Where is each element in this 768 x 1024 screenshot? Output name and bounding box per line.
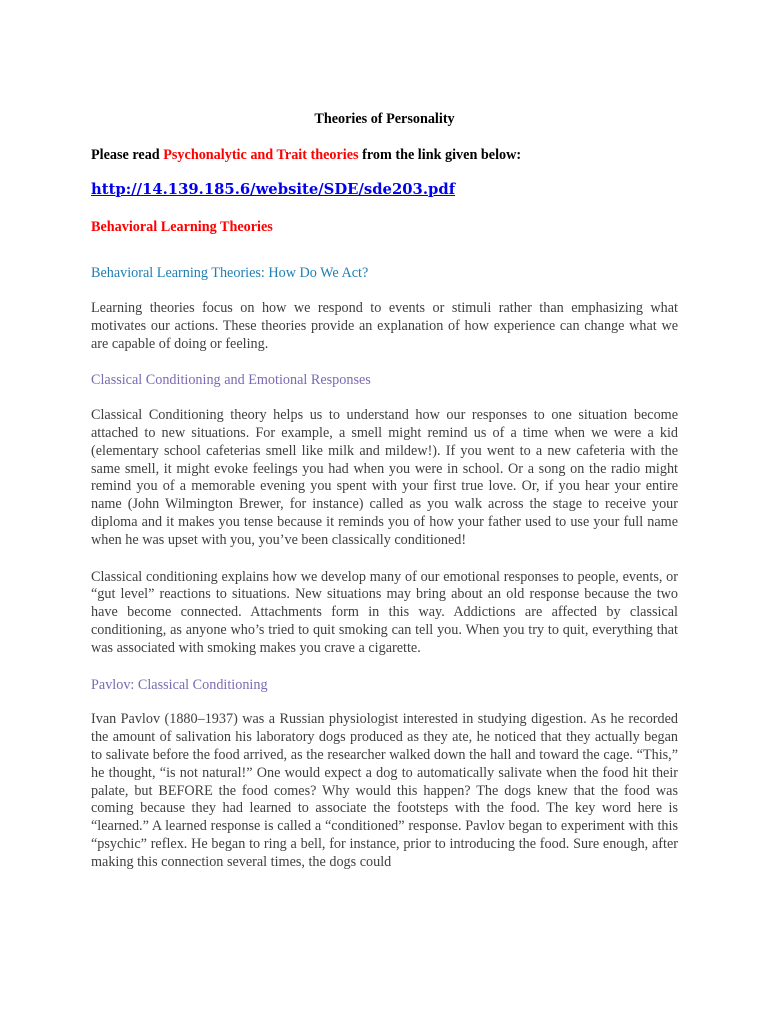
reading-instruction-prefix: Please read <box>91 146 164 163</box>
heading-classical-conditioning: Classical Conditioning and Emotional Responses <box>91 372 371 389</box>
heading-how-do-we-act: Behavioral Learning Theories: How Do We Act? <box>91 265 369 282</box>
reading-instruction-suffix: from the link given below: <box>358 146 522 163</box>
reading-instruction <box>91 147 678 165</box>
section-title: Behavioral Learning Theories <box>91 219 273 236</box>
pdf-link[interactable]: http://14.139.185.6/website/SDE/sde203.pdf <box>91 180 456 198</box>
paragraph-emotional-responses: Classical conditioning explains how we develop many of our emotional responses to people, events, or “gut level” reactions to situations. New situations may bring about an old response because the two have become connected. Attachments form in this way. Addictions are affected by classical conditioning, as anyone who’s tried to quit smoking can tell you. When you try to quit, everything that was associated with smoking makes you crave a cigarette. <box>91 568 678 656</box>
document-title: Theories of Personality <box>314 111 455 127</box>
heading-pavlov: Pavlov: Classical Conditioning <box>91 676 268 693</box>
paragraph-classical-conditioning-theory: Classical Conditioning theory helps us to understand how our responses to one situation become attached to new situations. For example, a smell might remind us of a time when we were a kid (elementary school cafeterias smell like milk and mildew!). If you went to a new cafeteria with the same smell, it might evoke feelings you had when you were in school. Or a song on the radio might remind you of a memorable evening you spent with your first true love. Or, if you hear your entire name (John Wilmington Brewer, for instance) called as you walk across the stage to receive your diploma and it makes you tense because it reminds you of how your father used to use your full name when he was upset with you, you’ve been classically conditioned! <box>91 407 678 548</box>
paragraph-learning-theories: Learning theories focus on how we respond to events or stimuli rather than emphasizing what motivates our actions. These theories provide an explanation of how experience can change what we are capable of doing or feeling. <box>91 299 678 352</box>
paragraph-pavlov: Ivan Pavlov (1880–1937) was a Russian physiologist interested in studying digestion. As he recorded the amount of salivation his laboratory dogs produced as they ate, he noticed that they actually began to salivate before the food arrived, as the researcher walked down the hall and toward the cage. “This,” he thought, “is not natural!” One would expect a dog to automatically salivate when the food hit their palate, but BEFORE the food comes? Why would this happen? The dogs knew that the food was coming because they had learned to associate the footsteps with the food. The key word here is “learned.” A learned response is called a “conditioned” response. Pavlov began to experiment with this “psychic” reflex. He began to ring a bell, for instance, prior to introducing the food. Sure enough, after making this connection several times, the dogs could <box>91 711 678 870</box>
reading-instruction-highlight: Psychonalytic and Trait theories <box>163 146 359 163</box>
